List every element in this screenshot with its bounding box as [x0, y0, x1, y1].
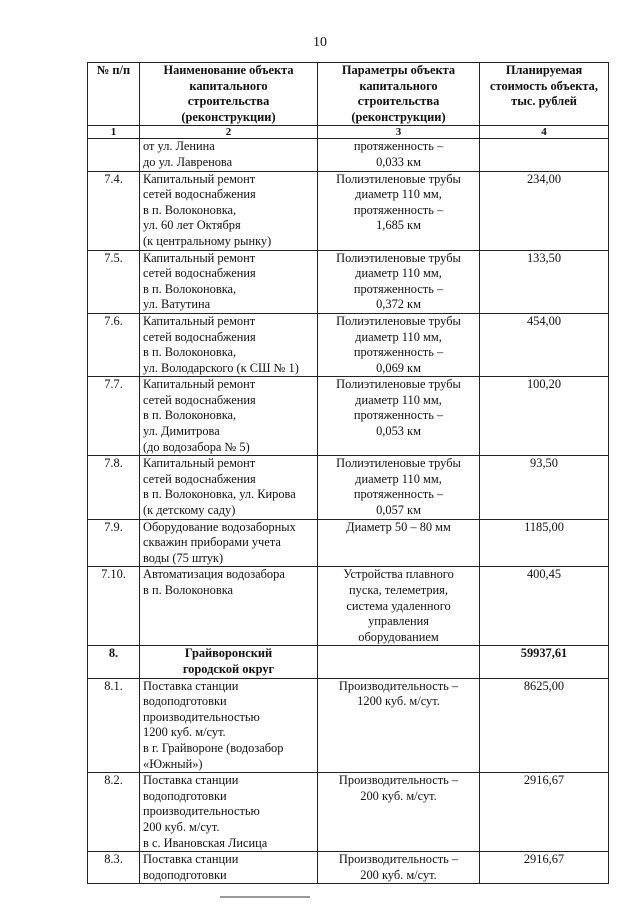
planned-cost: 2916,67 — [480, 773, 609, 852]
object-name-line: в п. Волоконовка, — [143, 408, 237, 423]
column-number-4: 4 — [480, 126, 609, 139]
object-params-line: 200 куб. м/сут. — [360, 788, 437, 803]
object-name-line: «Южный») — [143, 756, 203, 771]
object-params — [318, 250, 480, 313]
object-name-line: 200 куб. м/сут. — [143, 819, 220, 834]
object-name-line: Автоматизация водозабора — [143, 567, 285, 582]
row-number: 7.4. — [88, 171, 140, 250]
object-params-line: 200 куб. м/сут. — [360, 867, 437, 882]
object-name — [140, 250, 318, 313]
object-params-line: протяженность – — [353, 281, 444, 296]
object-name-line: в п. Волоконовка, — [143, 281, 237, 296]
object-name-line: Капитальный ремонт — [143, 313, 256, 328]
row-number: 8.1. — [88, 678, 140, 773]
table-row — [88, 646, 609, 678]
planned-cost: 1185,00 — [480, 519, 609, 567]
object-params-line: 0,053 км — [376, 424, 421, 439]
object-params-line: управления — [368, 614, 429, 629]
object-name-line: ул. Ватутина — [143, 297, 211, 312]
object-name-line: водоподготовки — [143, 788, 227, 803]
object-name-line: Поставка станции — [143, 773, 239, 788]
row-number: 7.5. — [88, 250, 140, 313]
object-name-line: Капитальный ремонт — [143, 456, 256, 471]
header-num: № п/п — [88, 63, 140, 126]
object-params-line: диаметр 110 мм, — [355, 329, 442, 344]
object-name — [140, 567, 318, 646]
row-number: 7.9. — [88, 519, 140, 567]
planned-cost: 454,00 — [480, 313, 609, 376]
object-name — [140, 456, 318, 519]
object-params-line: 0,057 км — [376, 503, 421, 518]
object-name — [140, 171, 318, 250]
object-name-line: (до водозабора № 5) — [143, 439, 250, 454]
planned-cost: 2916,67 — [480, 852, 609, 884]
object-params — [318, 519, 480, 567]
header-cost: Планируемая стоимость объекта, тыс. рублей — [480, 63, 609, 126]
object-params-line: 0,372 км — [376, 297, 421, 312]
object-params — [318, 773, 480, 852]
object-params-line: диаметр 110 мм, — [355, 471, 442, 486]
object-name-line: ул. 60 лет Октября — [143, 218, 241, 233]
object-params-line: оборудованием — [358, 629, 439, 644]
object-name — [140, 313, 318, 376]
object-name-line: в п. Волоконовка, — [143, 345, 237, 360]
object-params-line: Полиэтиленовые трубы — [336, 250, 461, 265]
object-params-line: Устройства плавного — [343, 567, 454, 582]
object-name-line: сетей водоснабжения — [143, 187, 256, 202]
object-name-line: Капитальный ремонт — [143, 171, 256, 186]
row-number: 7.8. — [88, 456, 140, 519]
object-name-line: сетей водоснабжения — [143, 471, 256, 486]
object-params-line: протяженность – — [353, 202, 444, 217]
object-name-line: сетей водоснабжения — [143, 266, 256, 281]
object-name-line: Поставка станции — [143, 678, 239, 693]
object-params — [318, 456, 480, 519]
object-name-line: Поставка станции — [143, 852, 239, 867]
object-name-line: Грайворонский — [184, 646, 273, 661]
scan-artifact-line — [220, 896, 310, 898]
object-name-line: водоподготовки — [143, 694, 227, 709]
header-name: Наименование объекта капитального строительства (реконструкции) — [140, 63, 318, 126]
object-name-line: (к центральному рынку) — [143, 233, 272, 248]
object-name — [140, 852, 318, 884]
object-name — [140, 646, 318, 678]
object-name-line: Капитальный ремонт — [143, 377, 256, 392]
table-body — [88, 139, 609, 884]
object-name — [140, 377, 318, 456]
object-params-line: диаметр 110 мм, — [355, 187, 442, 202]
object-name-line: ул. Володарского (к СШ № 1) — [143, 360, 299, 375]
row-number: 8.2. — [88, 773, 140, 852]
object-name — [140, 773, 318, 852]
page-number: 10 — [313, 35, 327, 50]
object-name-line: городской округ — [182, 661, 275, 676]
column-number-1: 1 — [88, 126, 140, 139]
object-name-line: в п. Волоконовка — [143, 583, 234, 597]
object-name-line: 1200 куб. м/сут. — [143, 725, 226, 740]
object-params-line: протяженность – — [353, 139, 444, 154]
planned-cost: 234,00 — [480, 171, 609, 250]
planned-cost: 93,50 — [480, 456, 609, 519]
row-number: 8.3. — [88, 852, 140, 884]
object-name-line: сетей водоснабжения — [143, 392, 256, 407]
object-params — [318, 646, 480, 678]
column-number-3: 3 — [318, 126, 480, 139]
object-params-line: диаметр 110 мм, — [355, 392, 442, 407]
row-number — [88, 139, 140, 171]
object-params-line: 0,069 км — [376, 360, 421, 375]
object-params-line: Полиэтиленовые трубы — [336, 456, 461, 471]
table-row — [88, 773, 609, 852]
object-name-line: скважин приборами учета — [143, 535, 281, 550]
object-name-line: воды (75 штук) — [143, 550, 224, 565]
column-number-2: 2 — [140, 126, 318, 139]
object-params-line: 0,033 км — [376, 154, 421, 169]
object-name-line: до ул. Лавренова — [143, 154, 233, 169]
object-params — [318, 567, 480, 646]
object-name-line: в п. Волоконовка, ул. Кирова — [143, 487, 296, 502]
planned-cost: 400,45 — [480, 567, 609, 646]
object-name-line: Оборудование водозаборных — [143, 519, 296, 534]
object-name-line: от ул. Ленина — [143, 139, 215, 154]
object-params — [318, 139, 480, 171]
object-name-line: в с. Ивановская Лисица — [143, 835, 268, 850]
table-row — [88, 250, 609, 313]
planned-cost: 8625,00 — [480, 678, 609, 773]
planned-cost: 133,50 — [480, 250, 609, 313]
object-name-line: водоподготовки — [143, 867, 227, 882]
object-name-line: производительностью — [143, 804, 260, 819]
object-name-line: в п. Волоконовка, — [143, 202, 237, 217]
object-name-line: (к детскому саду) — [143, 503, 236, 518]
object-params-line: диаметр 110 мм, — [355, 266, 442, 281]
object-params-line: 1200 куб. м/сут. — [357, 694, 440, 709]
planned-cost: 59937,61 — [480, 646, 609, 678]
capital-construction-table — [87, 62, 609, 884]
table-row — [88, 852, 609, 884]
row-number: 7.7. — [88, 377, 140, 456]
row-number: 7.6. — [88, 313, 140, 376]
table-row — [88, 377, 609, 456]
object-name-line: ул. Димитрова — [143, 424, 220, 439]
row-number: 7.10. — [88, 567, 140, 646]
object-params-line: Диаметр 50 – 80 мм — [346, 519, 451, 534]
header-params: Параметры объекта капитального строительства (реконструкции) — [318, 63, 480, 126]
table-row — [88, 678, 609, 773]
object-params-line: Производительность – — [338, 852, 459, 867]
object-name-line: в г. Грайвороне (водозабор — [143, 740, 284, 755]
planned-cost: 100,20 — [480, 377, 609, 456]
object-name — [140, 519, 318, 567]
table-row — [88, 171, 609, 250]
object-name-line: Капитальный ремонт — [143, 250, 256, 265]
table-row — [88, 313, 609, 376]
object-params-line: протяженность – — [353, 408, 444, 423]
row-number: 8. — [88, 646, 140, 678]
object-params — [318, 171, 480, 250]
object-params-line: протяженность – — [353, 487, 444, 502]
object-params-line: Полиэтиленовые трубы — [336, 171, 461, 186]
table-row — [88, 139, 609, 171]
object-params-line: 1,685 км — [376, 218, 421, 233]
planned-cost — [480, 139, 609, 171]
object-name — [140, 139, 318, 171]
object-name — [140, 678, 318, 773]
object-params-line: протяженность – — [353, 345, 444, 360]
object-params-line: пуска, телеметрия, — [349, 583, 448, 597]
object-params — [318, 852, 480, 884]
object-params-line: Полиэтиленовые трубы — [336, 313, 461, 328]
object-params — [318, 313, 480, 376]
table-row — [88, 519, 609, 567]
object-params-line: Производительность – — [338, 773, 459, 788]
object-params-line: система удаленного — [346, 598, 451, 613]
object-params — [318, 678, 480, 773]
object-params — [318, 377, 480, 456]
table-row — [88, 567, 609, 646]
object-name-line: производительностью — [143, 709, 260, 724]
table-row — [88, 456, 609, 519]
object-params-line: Полиэтиленовые трубы — [336, 377, 461, 392]
object-name-line: сетей водоснабжения — [143, 329, 256, 344]
object-params-line: Производительность – — [338, 678, 459, 693]
